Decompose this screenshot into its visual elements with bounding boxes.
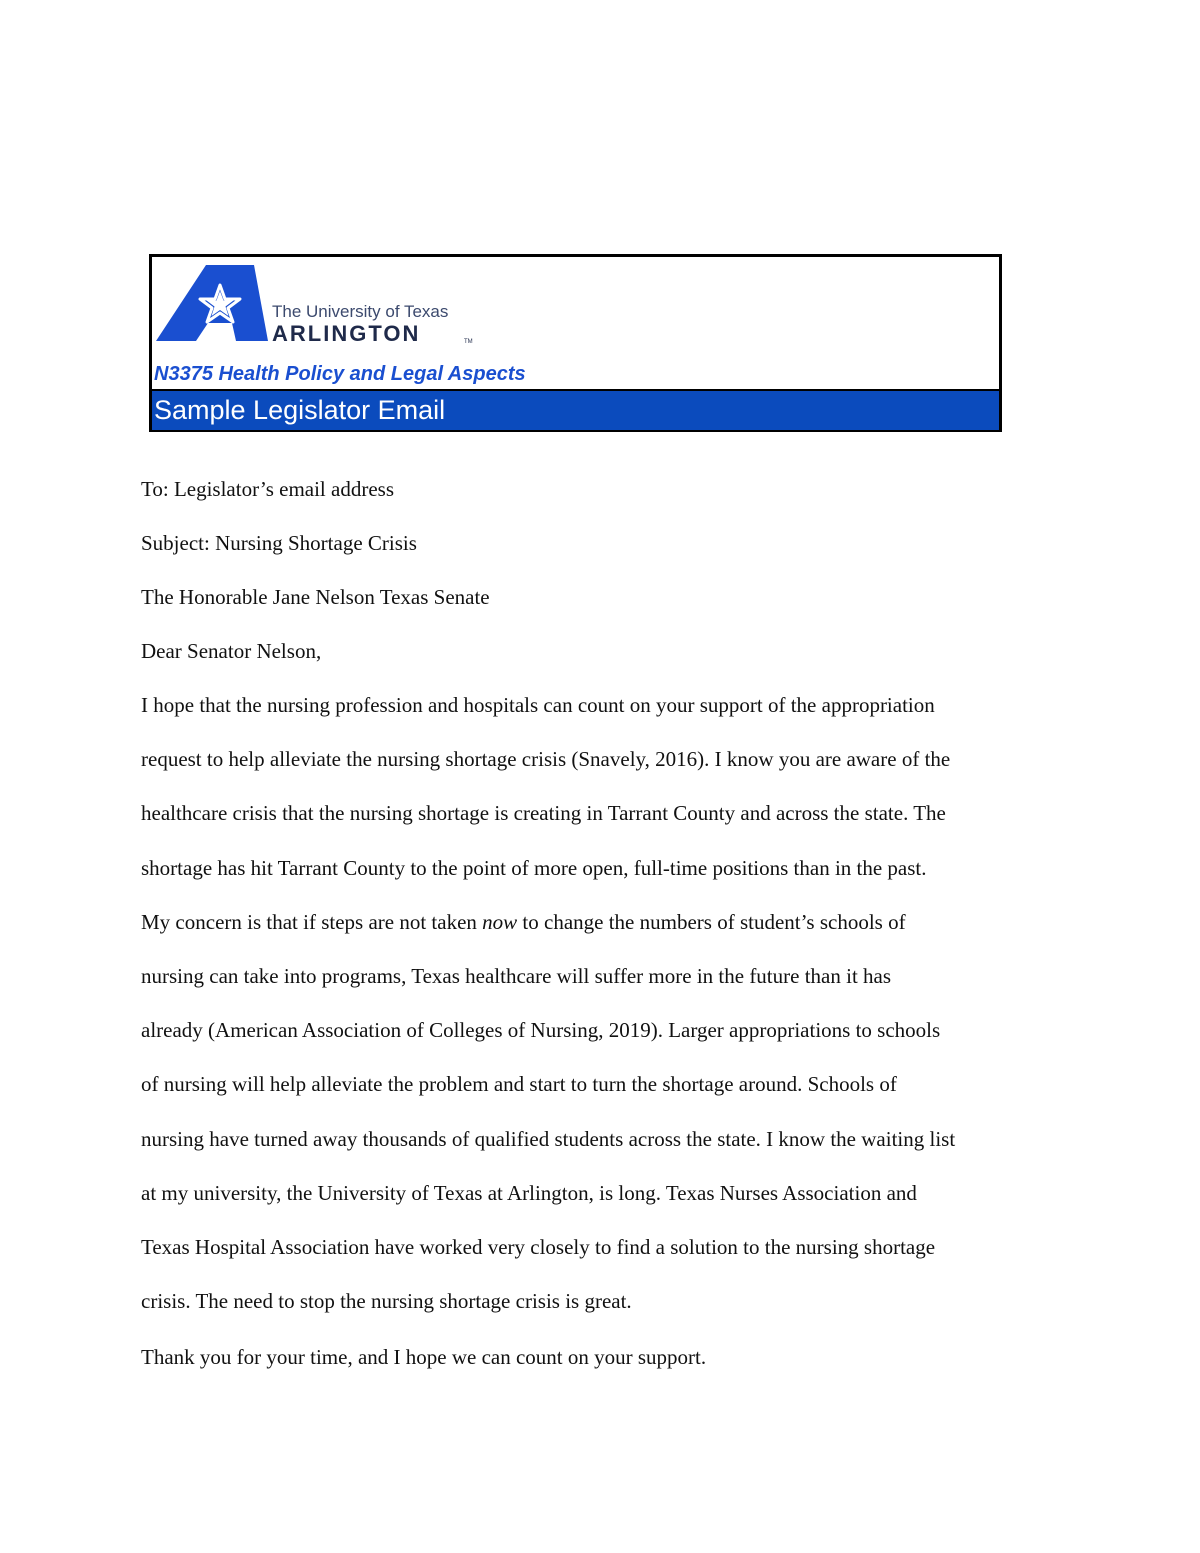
paragraph-line: Texas Hospital Association have worked very closely to find a solution to the nursing shortage <box>141 1235 936 1260</box>
course-title: N3375 Health Policy and Legal Aspects <box>154 363 526 385</box>
title-banner <box>152 389 999 430</box>
addressee-line: The Honorable Jane Nelson Texas Senate <box>141 585 490 609</box>
paragraph-line: healthcare crisis that the nursing shortage is creating in Tarrant County and across the state. The <box>141 801 946 826</box>
letter-body <box>141 474 1061 1372</box>
closing-line: Thank you for your time, and I hope we can count on your support. <box>141 1345 707 1370</box>
subject-line: Subject: Nursing Shortage Crisis <box>141 531 417 555</box>
paragraph-line: already (American Association of Colleges of Nursing, 2019). Larger appropriations to schools <box>141 1018 941 1043</box>
paragraph-line: I hope that the nursing profession and hospitals can count on your support of the appropriation <box>141 693 935 717</box>
to-line: To: Legislator’s email address <box>141 477 394 501</box>
paragraph-line: nursing can take into programs, Texas healthcare will suffer more in the future than it has <box>141 964 892 989</box>
paragraph-line: shortage has hit Tarrant County to the point of more open, full-time positions than in the past. <box>141 855 927 880</box>
salutation: Dear Senator Nelson, <box>141 639 322 663</box>
letter-paragraph <box>141 678 1061 1328</box>
paragraph-line: request to help alleviate the nursing shortage crisis (Snavely, 2016). I know you are aware of the <box>141 747 951 772</box>
concern-text-after: to change the numbers of student’s schools of <box>517 909 906 934</box>
paragraph-line: at my university, the University of Texas at Arlington, is long. Texas Nurses Association and <box>141 1180 917 1205</box>
uta-logo <box>156 261 486 347</box>
concern-emphasis: now <box>482 909 518 934</box>
paragraph-line: of nursing will help alleviate the problem and start to turn the shortage around. Schools of <box>141 1072 897 1097</box>
concern-text-before: My concern is that if steps are not taken <box>141 909 483 934</box>
logo-university-text: The University of Texas <box>272 302 449 321</box>
paragraph-line: crisis. The need to stop the nursing shortage crisis is great. <box>141 1289 632 1314</box>
logo-arlington-text: ARLINGTON <box>272 321 421 346</box>
logo-trademark-text: TM <box>464 339 473 345</box>
document-header <box>149 254 1002 432</box>
banner-title: Sample Legislator Email <box>154 395 446 425</box>
uta-logo-mark-icon <box>156 261 486 347</box>
paragraph-line-concern <box>141 895 1061 949</box>
paragraph-line: nursing have turned away thousands of qualified students across the state. I know the waiting list <box>141 1126 956 1151</box>
